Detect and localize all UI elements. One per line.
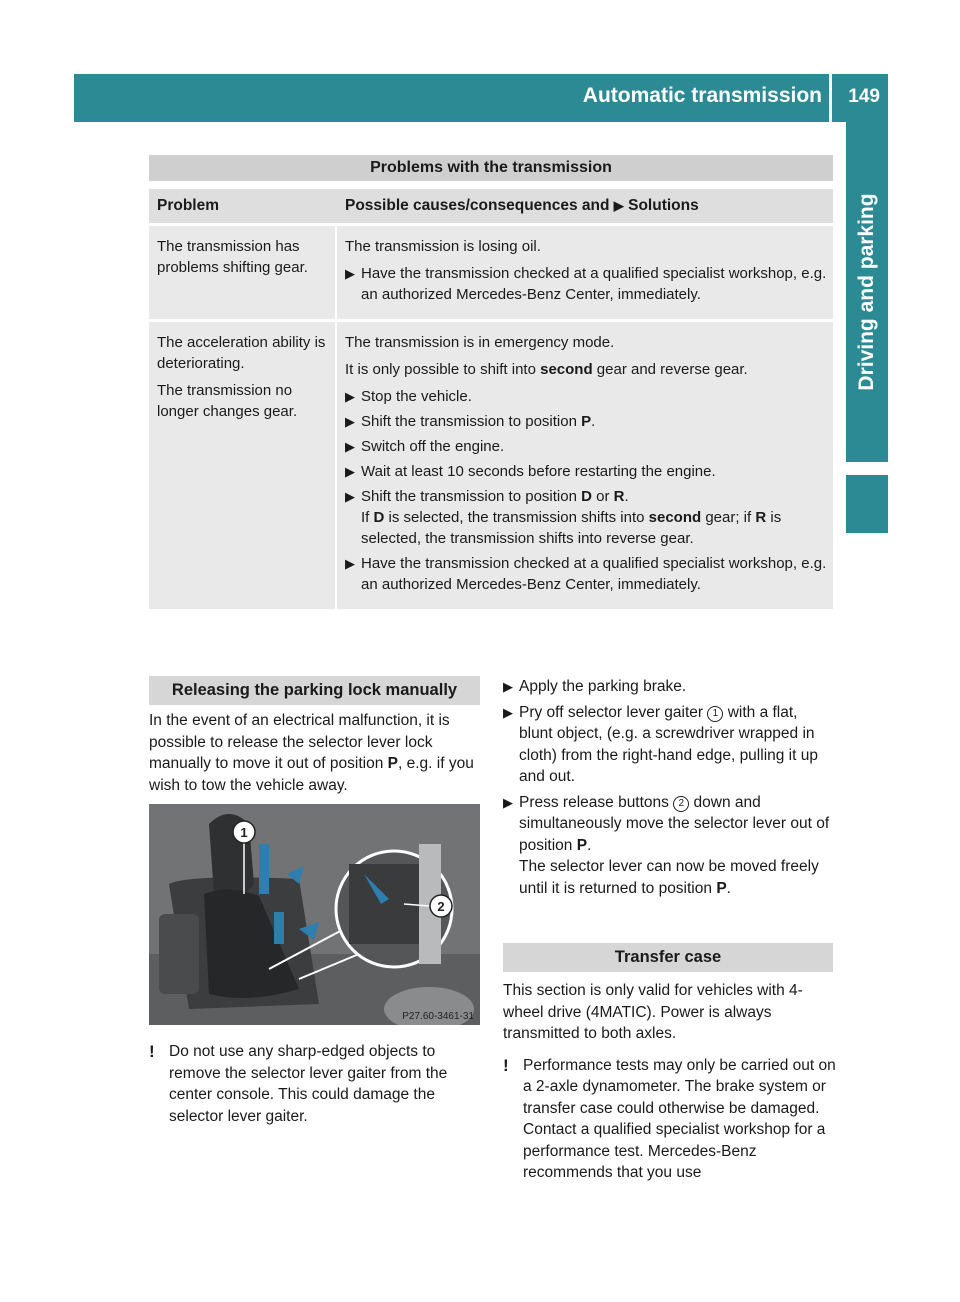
list-item: ▶ Pry off selector lever gaiter 1 with a flat, blunt object, (e.g. a screwdriver wrapped in cloth) from the right-hand edge, pulling it up and out.: [503, 702, 835, 788]
arrow-right-icon: ▶: [345, 556, 355, 571]
selector-lever-photo: [149, 804, 480, 1025]
header-problem: Problem: [157, 197, 220, 214]
header-divider: [829, 74, 832, 122]
arrow-right-icon: ▶: [345, 266, 355, 281]
arrow-right-icon: ▶: [345, 439, 355, 454]
section-title-parking-lock: Releasing the parking lock manually: [149, 676, 480, 705]
chapter-tab-label: Driving and parking: [855, 193, 878, 391]
page-title: Automatic transmission: [582, 84, 822, 107]
list-item: ▶ Apply the parking brake.: [503, 676, 835, 698]
problems-table: [149, 189, 833, 612]
page-number: 149: [848, 86, 880, 107]
list-item: ▶ Have the transmission checked at a qualified specialist workshop, e.g. an authorized Mercedes-Benz Center, immediately.: [345, 555, 827, 593]
table-title: Problems with the transmission: [149, 155, 833, 181]
transfer-case-body: This section is only valid for vehicles with 4-wheel drive (4MATIC). Power is always transmitted to both axles. ! Performance tests may only be carried out on a 2-axle dynamometer. The brake system or transfer case could otherwise be damaged. Contact a qualified specialist workshop for a performance test. Mercedes-Benz recommends that you use: [503, 980, 836, 1184]
chapter-marker: [846, 475, 888, 533]
list-item: ▶ Stop the vehicle.: [345, 388, 472, 405]
cause-text: The transmission is in emergency mode.: [345, 334, 615, 351]
arrow-right-icon: ▶: [503, 679, 513, 694]
chapter-tab: [846, 122, 888, 462]
callout-2-icon: 2: [673, 796, 689, 812]
arrow-right-icon: ▶: [613, 198, 624, 213]
callout-1: 1: [240, 825, 248, 840]
list-item: ▶ Shift the transmission to position P.: [345, 413, 596, 430]
section-title-transfer-case: Transfer case: [503, 943, 833, 972]
arrow-right-icon: ▶: [503, 704, 513, 720]
callout-2: 2: [437, 899, 445, 914]
header-causes: Possible causes/consequences and ▶ Solutions: [345, 197, 699, 214]
arrow-right-icon: ▶: [503, 794, 513, 810]
arrow-right-icon: ▶: [345, 489, 355, 504]
callout-1-icon: 1: [707, 706, 723, 722]
arrow-right-icon: ▶: [345, 414, 355, 429]
list-item: ▶ Press release buttons 2 down and simultaneously move the selector lever out of position P. The selector lever can now be moved freely until it is returned to position P.: [503, 792, 835, 900]
photo-code: P27.60-3461-31: [402, 1011, 474, 1022]
problem-cell: The acceleration ability is deteriorating. The transmission no longer changes gear.: [149, 322, 337, 609]
solution-cell: [337, 226, 833, 319]
parking-lock-steps: [503, 676, 835, 903]
warning-icon: !: [503, 1055, 509, 1075]
list-item: ▶ Wait at least 10 seconds before restarting the engine.: [345, 463, 716, 480]
list-item: ▶ Shift the transmission to position D or R. If D is selected, the transmission shifts into second gear; if R is selected, the transmission shifts into reverse gear.: [345, 488, 782, 547]
list-item: ▶ Switch off the engine.: [345, 438, 505, 455]
cause-text: It is only possible to shift into second gear and reverse gear.: [345, 361, 748, 378]
problem-cell: The transmission has problems shifting gear.: [149, 226, 337, 319]
selector-lever-illustration: [149, 804, 480, 1025]
table-header: [149, 189, 833, 223]
parking-lock-intro: In the event of an electrical malfunction, it is possible to release the selector lever lock manually to move it out of position P, e.g. if you wish to tow the vehicle away.: [149, 712, 474, 794]
solution-cell: [337, 322, 833, 609]
table-row: [149, 226, 833, 319]
warning-icon: !: [149, 1042, 155, 1061]
table-row: [149, 322, 833, 609]
list-item: ▶ Have the transmission checked at a qualified specialist workshop, e.g. an authorized Mercedes-Benz Center, immediately.: [345, 265, 827, 303]
parking-lock-warning: ! Do not use any sharp-edged objects to remove the selector lever gaiter from the center console. This could damage the selector lever gaiter.: [149, 1041, 482, 1127]
arrow-right-icon: ▶: [345, 389, 355, 404]
page-header: [74, 74, 888, 122]
cause-text: The transmission is losing oil.: [345, 238, 541, 255]
arrow-right-icon: ▶: [345, 464, 355, 479]
